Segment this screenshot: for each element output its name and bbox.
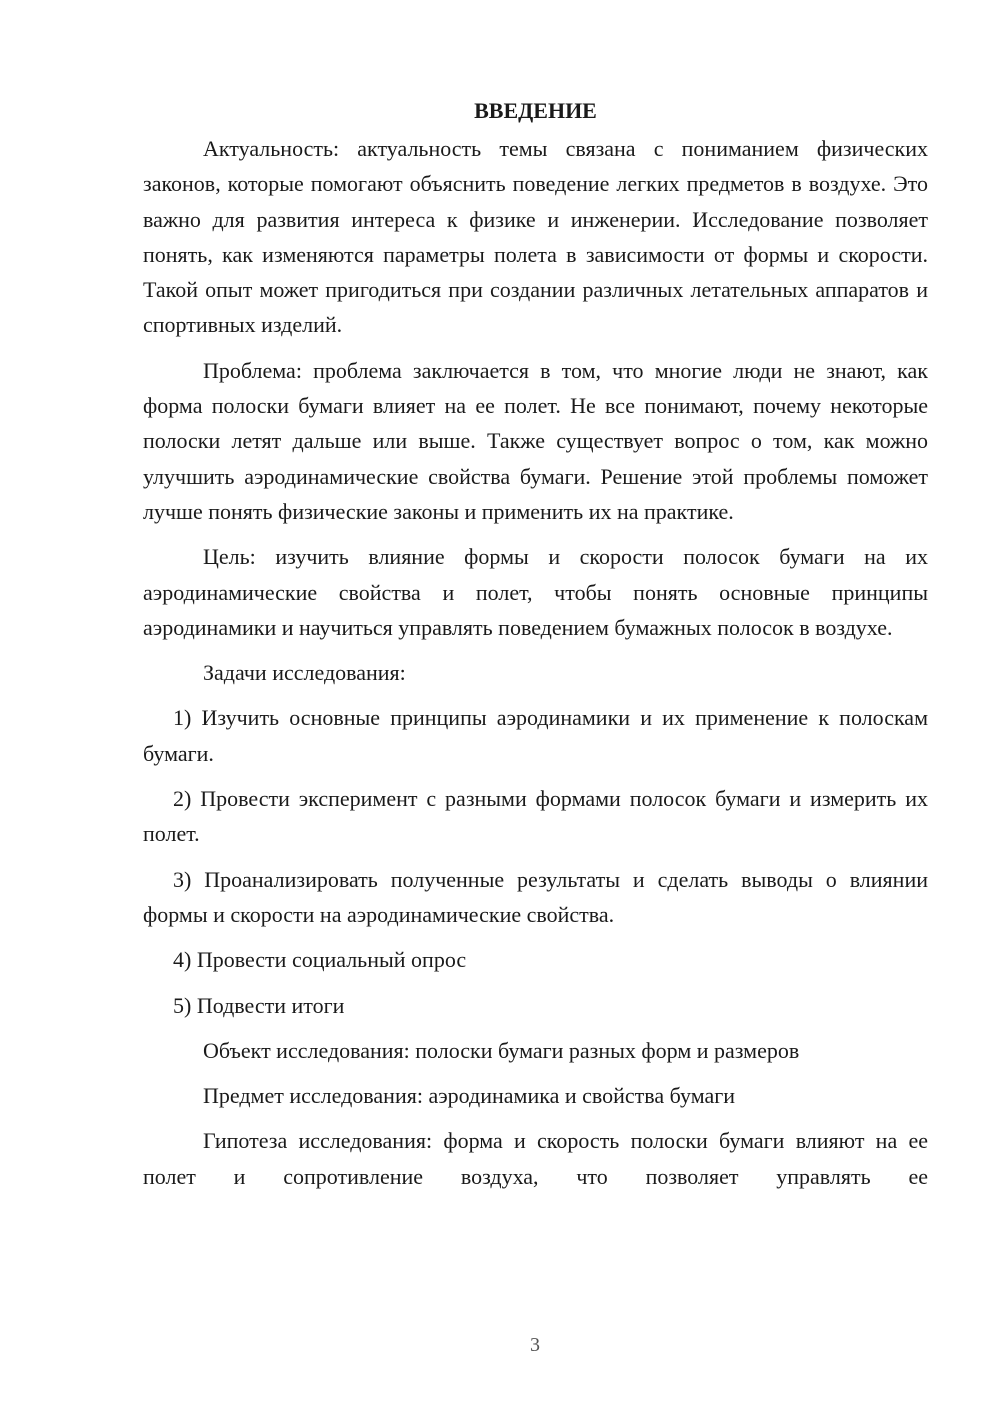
paragraph-subject: Предмет исследования: аэродинамика и свойства бумаги [203,1083,736,1109]
paragraph-goal: Цель: изучить влияние формы и скорости полосок бумаги на их аэродинамические свойства и полет, чтобы понять основные принципы аэродинамики и научиться управлять поведением бумажных полосок в воздухе. [143,544,928,640]
task-item-2: 2) Провести эксперимент с разными формами полосок бумаги и измерить их полет. [143,786,928,847]
task-item-3: 3) Проанализировать полученные результаты и сделать выводы о влиянии формы и скорости на аэродинамические свойства. [143,866,928,927]
task-item-5: 5) Подвести итоги [173,992,345,1018]
paragraph-object: Объект исследования: полоски бумаги разных форм и размеров [203,1037,800,1063]
task-item-1: 1) Изучить основные принципы аэродинамики и их применение к полоскам бумаги. [143,705,928,766]
tasks-heading: Задачи исследования: [203,660,406,686]
document-page [143,95,928,1204]
paragraph-hypothesis: Гипотеза исследования: форма и скорость полоски бумаги влияют на ее полет и сопротивление воздуха, что позволяет управлять ее [143,1128,928,1189]
paragraph-problem: Проблема: проблема заключается в том, что многие люди не знают, как форма полоски бумаги влияет на ее полет. Не все понимают, почему некоторые полоски летят дальше или выше. Также существует вопрос о том, как можно улучшить аэродинамические свойства бумаги. Решение этой проблемы поможет лучше понять физические законы и применить их на практике. [143,357,928,524]
page-number: 3 [530,1334,540,1356]
paragraph-relevance: Актуальность: актуальность темы связана с пониманием физических законов, которые помогают объяснить поведение легких предметов в воздухе. Это важно для развития интереса к физике и инженерии. Исследование позволяет понять, как изменяются параметры полета в зависимости от формы и скорости. Такой опыт может пригодиться при создании различных летательных аппаратов и спортивных изделий. [143,136,928,338]
section-title: ВВЕДЕНИЕ [474,98,597,123]
task-item-4: 4) Провести социальный опрос [173,947,467,973]
